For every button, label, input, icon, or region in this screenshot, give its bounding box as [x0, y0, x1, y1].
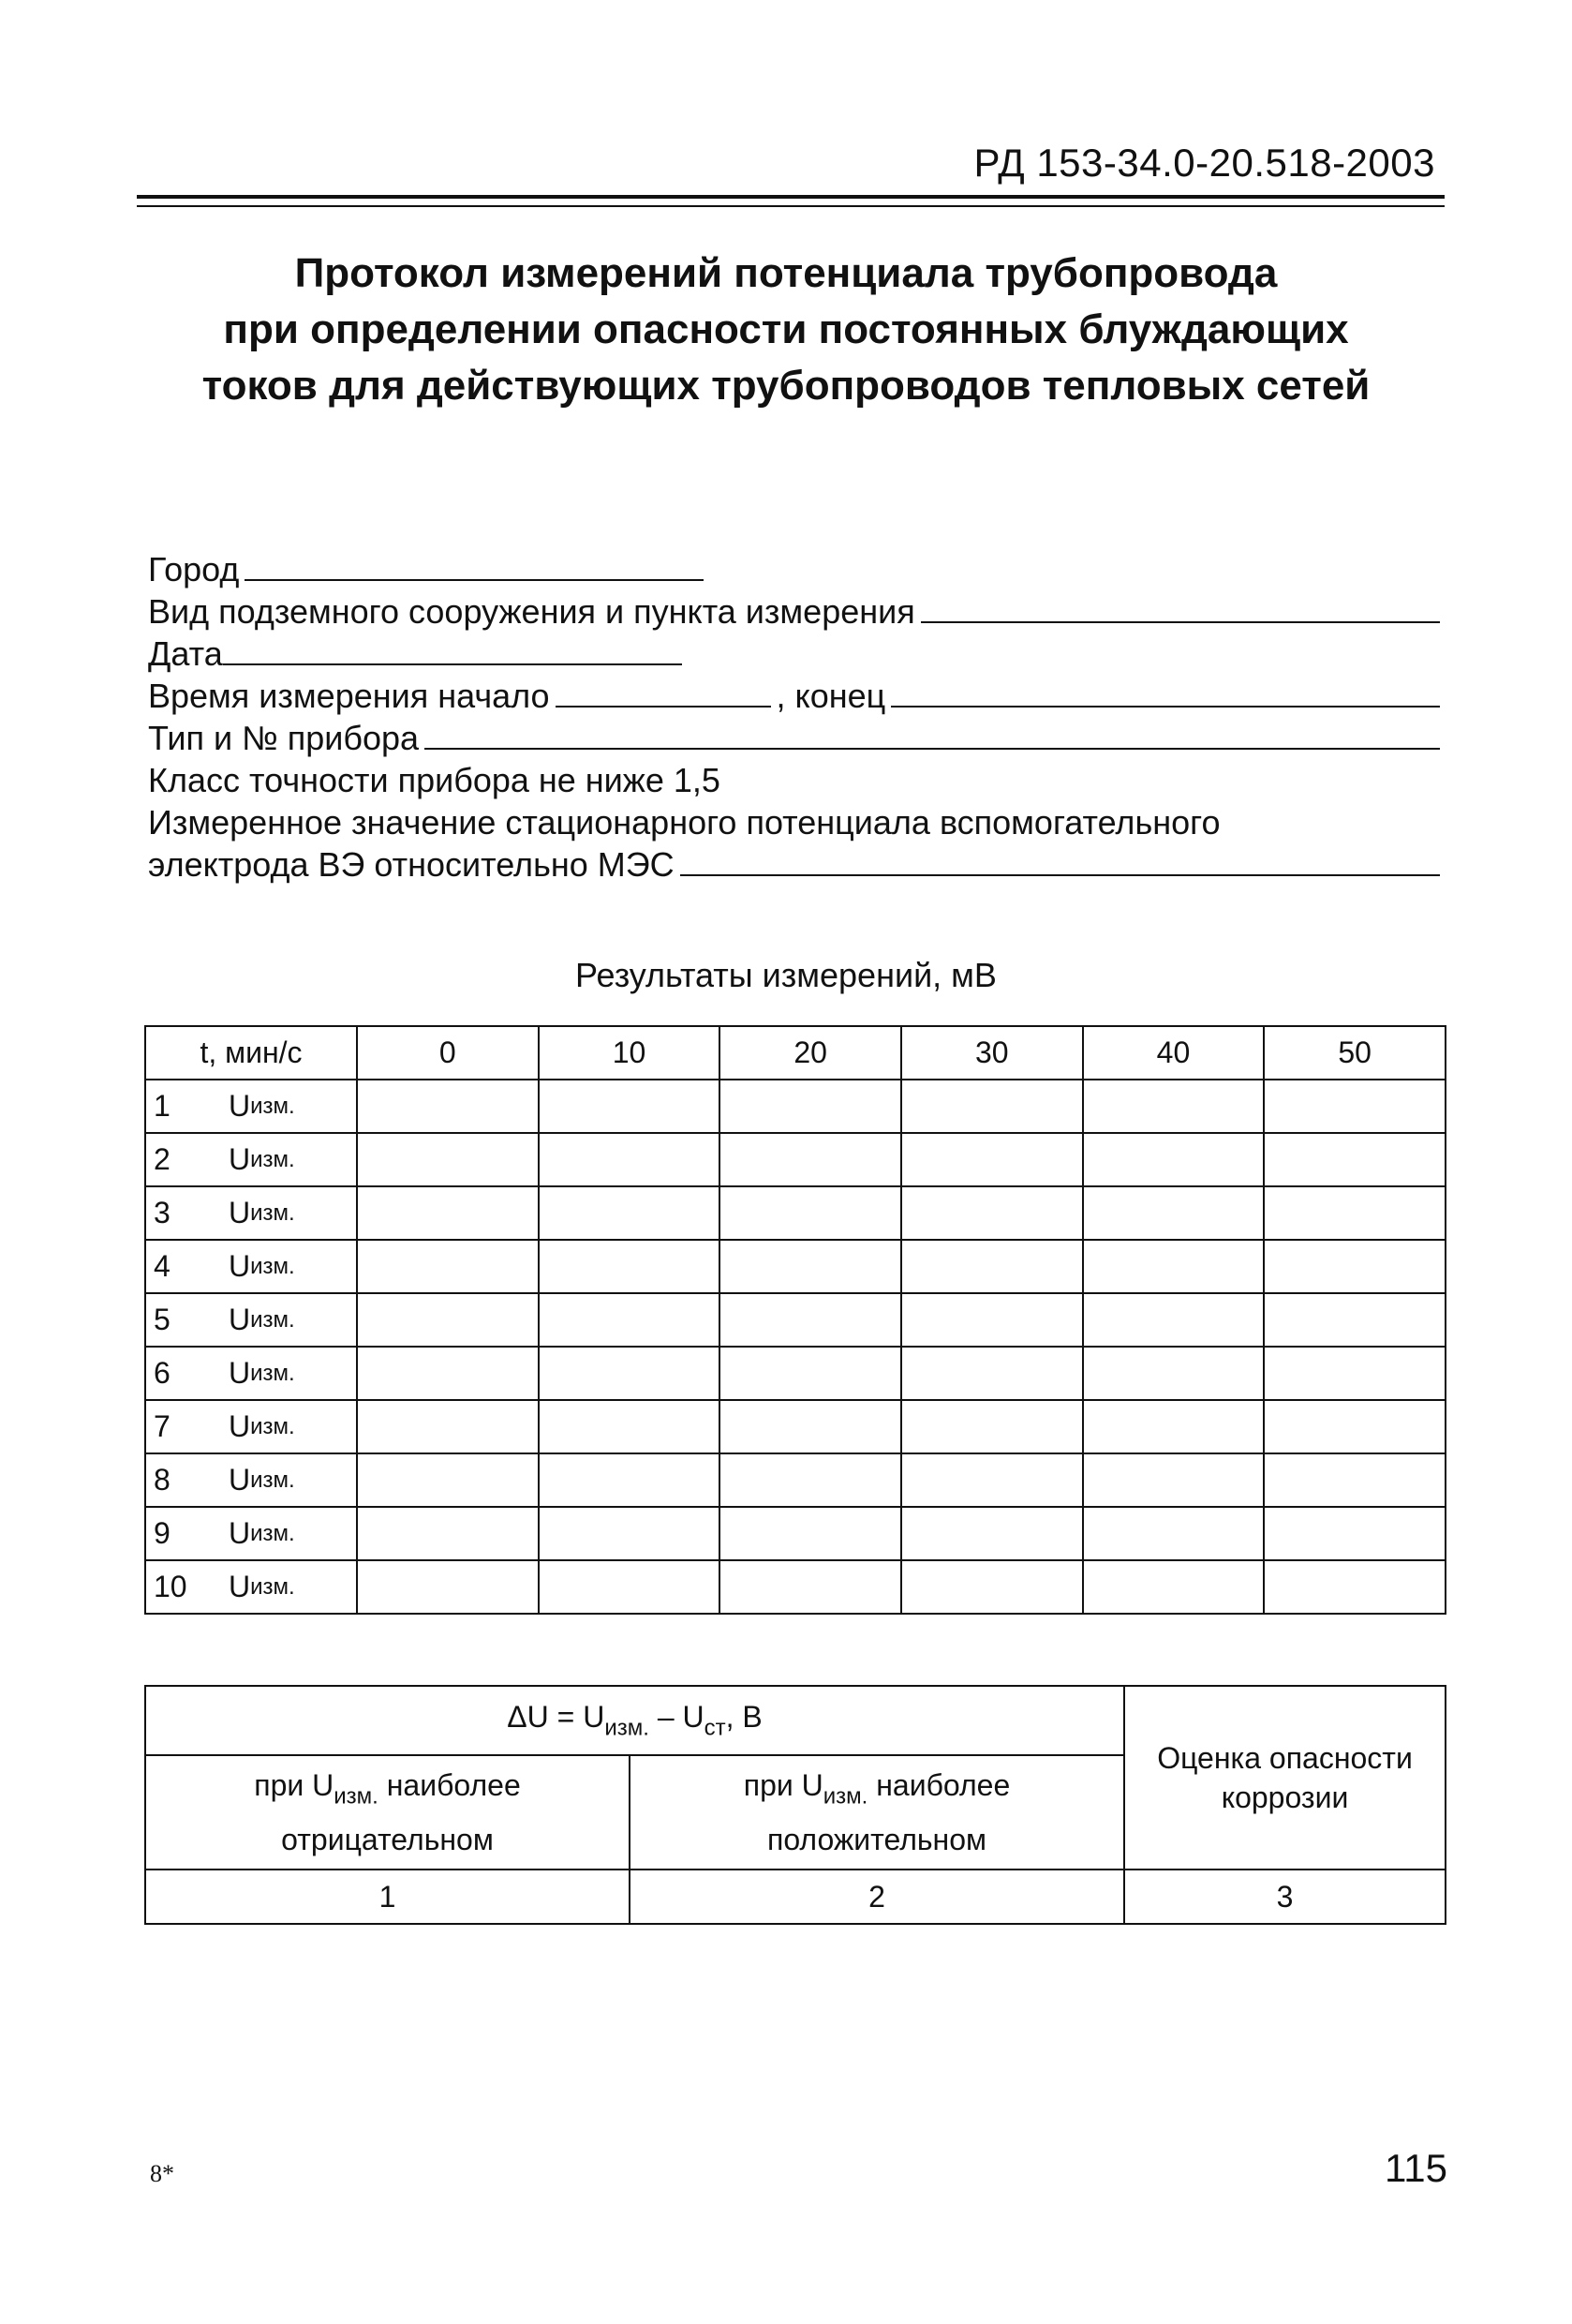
measurement-cell[interactable]: [1264, 1240, 1446, 1293]
most-negative-line-1: [146, 1764, 629, 1818]
measurement-row-label: [145, 1133, 357, 1186]
row-number: 7: [154, 1409, 171, 1443]
device-blank[interactable]: [424, 718, 1440, 750]
time-end-label: , конец: [776, 677, 886, 715]
time-start-label: Время измерения начало: [148, 677, 550, 715]
device-label: Тип и № прибора: [148, 719, 420, 757]
row-label-wrap: [146, 1463, 356, 1497]
measurement-cell[interactable]: [719, 1560, 901, 1614]
row-number: 3: [154, 1196, 171, 1229]
formula-mid: – U: [648, 1699, 704, 1734]
measurement-cell[interactable]: [539, 1240, 720, 1293]
potential-label-2: электрода ВЭ относительно МЭС: [148, 845, 675, 884]
measurement-cell[interactable]: [1083, 1560, 1265, 1614]
measured-voltage-symbol: U: [229, 1516, 251, 1550]
city-line: [148, 548, 1446, 590]
signature-mark: 8*: [150, 2160, 174, 2187]
column-number: 3: [1124, 1870, 1446, 1924]
date-line: [148, 633, 1446, 675]
most-positive-line-1: [630, 1764, 1123, 1818]
measurement-row: [145, 1293, 1446, 1347]
time-column-header: 20: [719, 1026, 901, 1080]
city-label: Город: [148, 550, 240, 588]
measured-voltage-symbol: U: [229, 1089, 251, 1123]
formula-suffix: , B: [725, 1699, 763, 1734]
measurement-row-label: [145, 1507, 357, 1560]
evaluation-table: [144, 1685, 1446, 1925]
measurement-cell[interactable]: [719, 1293, 901, 1347]
measurement-cell[interactable]: [719, 1347, 901, 1400]
measurement-cell[interactable]: [901, 1507, 1083, 1560]
measurement-cell[interactable]: [1264, 1400, 1446, 1453]
measurement-cell[interactable]: [539, 1293, 720, 1347]
most-positive-line-2: положительном: [767, 1823, 987, 1857]
formula-row: [145, 1686, 1446, 1755]
corrosion-header-line-1: Оценка опасности: [1157, 1741, 1413, 1775]
measurement-cell[interactable]: [1264, 1453, 1446, 1507]
column-number: 1: [145, 1870, 630, 1924]
measurement-cell[interactable]: [1264, 1293, 1446, 1347]
row-number: 4: [154, 1249, 171, 1283]
measurement-cell[interactable]: [357, 1400, 539, 1453]
measured-voltage-symbol: U: [229, 1142, 251, 1176]
measurement-cell[interactable]: [357, 1507, 539, 1560]
measurement-cell[interactable]: [1264, 1080, 1446, 1133]
document-code: РД 153-34.0-20.518-2003: [973, 141, 1435, 185]
protocol-title: [131, 246, 1441, 414]
measurement-cell[interactable]: [901, 1347, 1083, 1400]
header-rule: [137, 195, 1445, 207]
time-line: [148, 675, 1446, 717]
row-number: 9: [154, 1516, 171, 1550]
measured-voltage-subscript: изм.: [250, 1199, 295, 1226]
measurement-row: [145, 1347, 1446, 1400]
measurement-cell[interactable]: [719, 1186, 901, 1240]
measurement-row-label: [145, 1453, 357, 1507]
row-label-wrap: [146, 1570, 356, 1604]
most-negative-header: [145, 1755, 630, 1870]
column-number: 2: [630, 1870, 1124, 1924]
most-positive-prefix: при U: [743, 1767, 823, 1802]
structure-blank[interactable]: [921, 591, 1440, 623]
measured-voltage-symbol: U: [229, 1196, 251, 1229]
measurement-row: [145, 1507, 1446, 1560]
row-number: 5: [154, 1303, 171, 1336]
measurement-cell[interactable]: [539, 1080, 720, 1133]
measured-voltage-symbol: U: [229, 1303, 251, 1336]
measurement-cell[interactable]: [539, 1560, 720, 1614]
measurement-cell[interactable]: [901, 1080, 1083, 1133]
measurement-cell[interactable]: [1083, 1453, 1265, 1507]
row-number: 2: [154, 1142, 171, 1176]
measurement-cell[interactable]: [719, 1133, 901, 1186]
measurement-cell[interactable]: [901, 1133, 1083, 1186]
time-column-header: 0: [357, 1026, 539, 1080]
measurement-row: [145, 1186, 1446, 1240]
column-number-row: [145, 1870, 1446, 1924]
date-blank[interactable]: [223, 633, 682, 665]
measurement-row-label: [145, 1080, 357, 1133]
measurement-cell[interactable]: [719, 1400, 901, 1453]
row-number: 6: [154, 1356, 171, 1390]
measurement-cell[interactable]: [1264, 1560, 1446, 1614]
formula-sub-stationary: ст: [704, 1715, 726, 1741]
measurement-cell[interactable]: [901, 1560, 1083, 1614]
structure-label: Вид подземного сооружения и пункта измерения: [148, 592, 915, 631]
row-number: 1: [154, 1089, 171, 1123]
measurement-cell[interactable]: [1083, 1240, 1265, 1293]
corrosion-header-line-2: коррозии: [1221, 1780, 1349, 1814]
potential-line-2: [148, 843, 1446, 886]
measurement-cell[interactable]: [1083, 1080, 1265, 1133]
accuracy-line: [148, 759, 1446, 801]
measurement-cell[interactable]: [539, 1400, 720, 1453]
measurement-cell[interactable]: [539, 1186, 720, 1240]
city-blank[interactable]: [245, 549, 704, 581]
measurement-cell[interactable]: [357, 1560, 539, 1614]
measurement-cell[interactable]: [1083, 1293, 1265, 1347]
measurement-cell[interactable]: [901, 1400, 1083, 1453]
measurement-cell[interactable]: [539, 1453, 720, 1507]
measurement-row: [145, 1453, 1446, 1507]
potential-line-1: [148, 801, 1446, 843]
measurement-cell[interactable]: [1083, 1347, 1265, 1400]
measurement-cell[interactable]: [539, 1507, 720, 1560]
measurement-cell[interactable]: [357, 1240, 539, 1293]
measurement-cell[interactable]: [1264, 1507, 1446, 1560]
measured-voltage-subscript: изм.: [250, 1093, 295, 1119]
time-start-blank[interactable]: [556, 676, 771, 708]
time-header: t, мин/с: [145, 1026, 357, 1080]
measurement-row-label: [145, 1347, 357, 1400]
results-caption: Результаты измерений, мВ: [575, 956, 997, 994]
measurement-cell[interactable]: [1083, 1133, 1265, 1186]
results-body: [145, 1080, 1446, 1614]
form-fields: [148, 548, 1446, 886]
measured-voltage-subscript: изм.: [250, 1573, 295, 1600]
row-label-wrap: [146, 1249, 356, 1284]
measurement-row: [145, 1133, 1446, 1186]
title-line: токов для действующих трубопроводов тепловых сетей: [201, 363, 1371, 409]
formula-cell: [145, 1686, 1124, 1755]
most-negative-line-2: отрицательном: [281, 1823, 494, 1857]
measurement-cell[interactable]: [901, 1453, 1083, 1507]
measurement-cell[interactable]: [357, 1186, 539, 1240]
measured-voltage-symbol: U: [229, 1570, 251, 1603]
most-positive-suffix: наиболее: [868, 1767, 1011, 1802]
measurement-row-label: [145, 1560, 357, 1614]
measurement-row-label: [145, 1400, 357, 1453]
measurement-cell[interactable]: [719, 1453, 901, 1507]
time-end-blank[interactable]: [891, 676, 1440, 708]
measurement-cell[interactable]: [357, 1133, 539, 1186]
measured-voltage-subscript: изм.: [250, 1413, 295, 1439]
most-positive-sub: изм.: [823, 1783, 868, 1810]
measurement-row: [145, 1400, 1446, 1453]
measurement-cell[interactable]: [357, 1453, 539, 1507]
measurement-row-label: [145, 1293, 357, 1347]
row-label-wrap: [146, 1516, 356, 1551]
results-table: [144, 1025, 1446, 1615]
row-label-wrap: [146, 1303, 356, 1337]
measurement-cell[interactable]: [719, 1240, 901, 1293]
formula-sub-measured: изм.: [604, 1715, 649, 1741]
measurement-row-label: [145, 1186, 357, 1240]
row-number: 8: [154, 1463, 171, 1497]
most-negative-prefix: при U: [254, 1767, 334, 1802]
measurement-row: [145, 1560, 1446, 1614]
measurement-cell[interactable]: [901, 1240, 1083, 1293]
results-header-row: [145, 1026, 1446, 1080]
time-column-header: 50: [1264, 1026, 1446, 1080]
measured-voltage-symbol: U: [229, 1409, 251, 1443]
measurement-cell[interactable]: [901, 1186, 1083, 1240]
measurement-cell[interactable]: [1083, 1186, 1265, 1240]
measurement-cell[interactable]: [1264, 1133, 1446, 1186]
measurement-cell[interactable]: [539, 1347, 720, 1400]
time-column-header: 30: [901, 1026, 1083, 1080]
measurement-cell[interactable]: [1264, 1186, 1446, 1240]
row-label-wrap: [146, 1142, 356, 1177]
most-positive-header: [630, 1755, 1124, 1870]
measurement-cell[interactable]: [357, 1293, 539, 1347]
corrosion-assessment-header: [1124, 1686, 1446, 1870]
measured-voltage-symbol: U: [229, 1249, 251, 1283]
date-label: Дата: [148, 634, 223, 673]
measurement-row: [145, 1240, 1446, 1293]
most-negative-sub: изм.: [334, 1783, 378, 1810]
measured-voltage-subscript: изм.: [250, 1146, 295, 1172]
potential-label-1: Измеренное значение стационарного потенциала вспомогательного: [148, 803, 1221, 842]
row-label-wrap: [146, 1409, 356, 1444]
page-number: 115: [1385, 2146, 1447, 2190]
device-line: [148, 717, 1446, 759]
measurement-cell[interactable]: [719, 1507, 901, 1560]
formula-prefix: ΔU = U: [507, 1699, 605, 1734]
most-negative-suffix: наиболее: [378, 1767, 521, 1802]
measured-voltage-symbol: U: [229, 1356, 251, 1390]
time-column-header: 10: [539, 1026, 720, 1080]
time-column-header: 40: [1083, 1026, 1265, 1080]
measurement-cell[interactable]: [539, 1133, 720, 1186]
measured-voltage-symbol: U: [229, 1463, 251, 1497]
measurement-cell[interactable]: [1264, 1347, 1446, 1400]
measured-voltage-subscript: изм.: [250, 1360, 295, 1386]
measurement-row: [145, 1080, 1446, 1133]
measurement-cell[interactable]: [1083, 1400, 1265, 1453]
title-line: Протокол измерений потенциала трубопровода: [294, 250, 1278, 296]
accuracy-label: Класс точности прибора не ниже 1,5: [148, 761, 720, 799]
measurement-cell[interactable]: [901, 1293, 1083, 1347]
measurement-row-label: [145, 1240, 357, 1293]
row-label-wrap: [146, 1089, 356, 1124]
measurement-cell[interactable]: [719, 1080, 901, 1133]
measurement-cell[interactable]: [1083, 1507, 1265, 1560]
measured-voltage-subscript: изм.: [250, 1306, 295, 1333]
measured-voltage-subscript: изм.: [250, 1520, 295, 1546]
row-label-wrap: [146, 1196, 356, 1230]
row-label-wrap: [146, 1356, 356, 1391]
measurement-cell[interactable]: [357, 1347, 539, 1400]
measured-voltage-subscript: изм.: [250, 1467, 295, 1493]
measurement-cell[interactable]: [357, 1080, 539, 1133]
potential-blank[interactable]: [680, 844, 1440, 876]
row-number: 10: [154, 1570, 187, 1603]
title-line: при определении опасности постоянных блуждающих: [223, 306, 1349, 352]
measured-voltage-subscript: изм.: [250, 1253, 295, 1279]
structure-line: [148, 590, 1446, 633]
